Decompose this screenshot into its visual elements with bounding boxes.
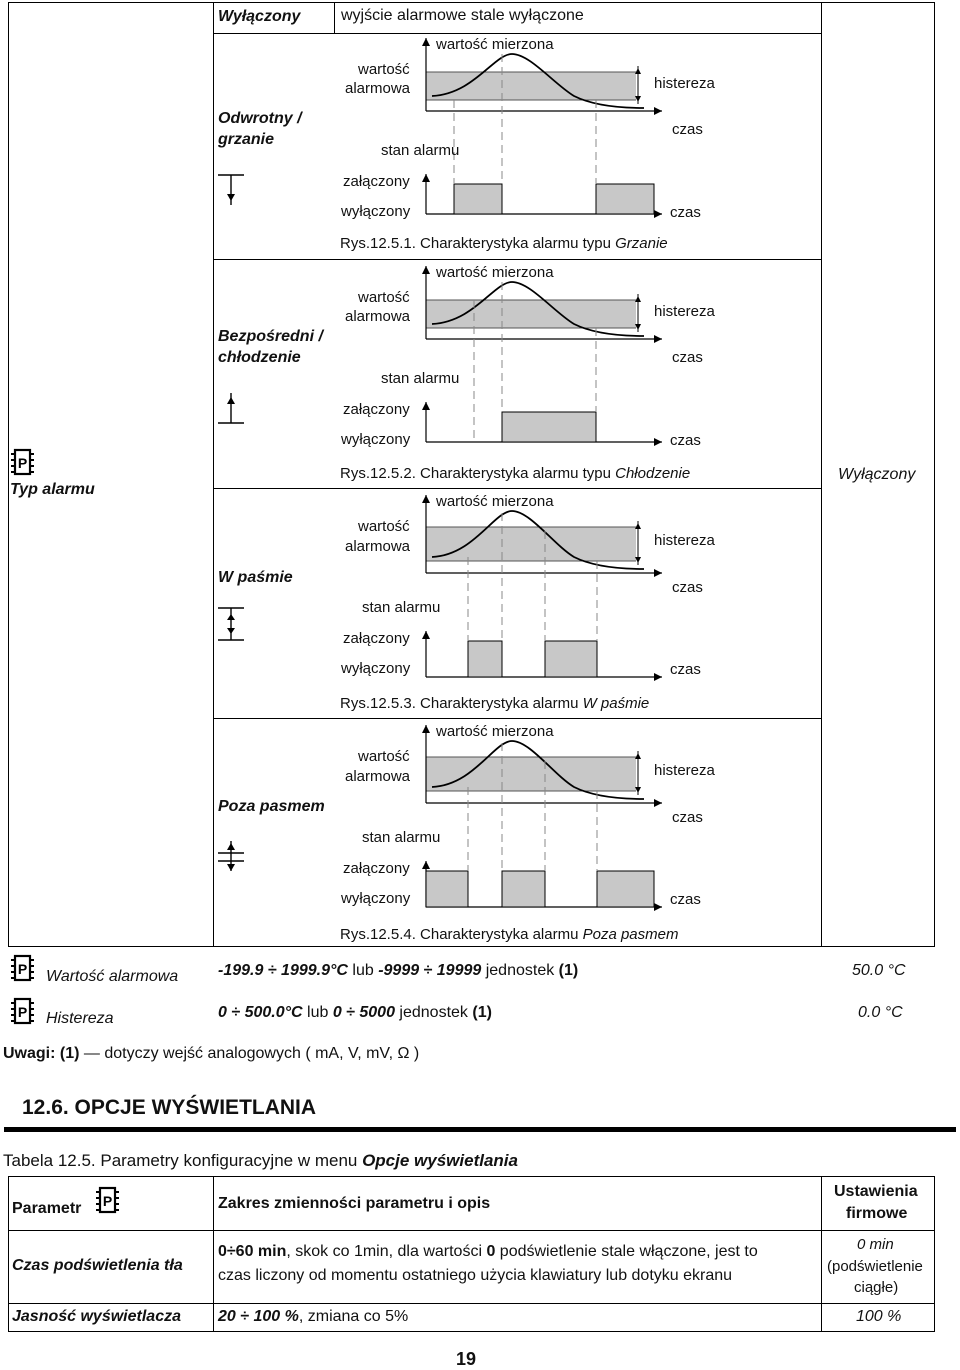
d3-caption-prefix: Rys.12.5.3. Charakterystyka alarmu xyxy=(340,695,583,712)
d1-caption-prefix: Rys.12.5.1. Charakterystyka alarmu typu xyxy=(340,235,616,252)
d4-hysteresis: histereza xyxy=(654,762,715,779)
table-header-range: Zakres zmienności parametru i opis xyxy=(218,1195,491,1212)
svg-text:P: P xyxy=(17,1004,28,1020)
page-number: 19 xyxy=(456,1349,477,1369)
notes xyxy=(3,1045,419,1063)
d3-time-top: czas xyxy=(672,579,703,596)
table-caption-prefix: Tabela 12.5. Parametry konfiguracyjne w menu xyxy=(3,1151,363,1170)
row-bezposredni-name-1: Bezpośredni / xyxy=(218,328,323,345)
d4-time-bottom: czas xyxy=(670,891,701,908)
d1-caption xyxy=(340,235,668,252)
d4-alarm-state: stan alarmu xyxy=(362,829,441,846)
heating-symbol-icon xyxy=(216,172,248,208)
param-hysteresis-note: (1) xyxy=(472,1004,492,1021)
d3-caption xyxy=(340,695,649,712)
table-caption-bold: Opcje wyświetlania xyxy=(362,1151,518,1170)
d4-alarm-value-2: alarmowa xyxy=(345,768,411,785)
section-rule xyxy=(4,1127,956,1132)
d3-on: załączony xyxy=(343,630,410,647)
param-hysteresis-range-rest: jednostek xyxy=(394,1004,473,1021)
d2-caption-italic: Chłodzenie xyxy=(615,465,691,482)
parameter-p-icon-alarm-value xyxy=(10,953,36,983)
row-brightness-desc-rest: , zmiana co 5% xyxy=(298,1308,409,1325)
d2-alarm-value-1: wartość xyxy=(358,289,410,306)
param-alarm-value-range-mid: lub xyxy=(347,962,379,979)
row-backlight-default-3: ciągłe) xyxy=(854,1279,899,1296)
param-hysteresis-range-a: 0 ÷ 500.0°C xyxy=(218,1004,303,1021)
default-typ-alarmu: Wyłączony xyxy=(838,466,916,483)
d1-time-top: czas xyxy=(672,121,703,138)
d4-off: wyłączony xyxy=(341,890,411,907)
param-alarm-value-range-b: -9999 ÷ 19999 xyxy=(378,962,482,979)
d4-on: załączony xyxy=(343,860,410,877)
param-alarm-value-note: (1) xyxy=(558,962,579,979)
d2-hysteresis: histereza xyxy=(654,303,715,320)
cooling-symbol-icon xyxy=(216,390,248,426)
d3-alarm-value-1: wartość xyxy=(358,518,410,535)
notes-text: — dotyczy wejść analogowych ( mA, V, mV, Ω ) xyxy=(79,1045,420,1062)
d3-alarm-state: stan alarmu xyxy=(362,599,441,616)
d1-time-bottom: czas xyxy=(670,204,701,221)
svg-text:P: P xyxy=(17,961,28,977)
row-backlight-desc-bold: 0÷60 min xyxy=(218,1243,287,1260)
row-backlight-desc-bold2: 0 xyxy=(486,1243,496,1260)
row-brightness-default: 100 % xyxy=(856,1308,902,1325)
param-hysteresis-range xyxy=(218,1004,492,1022)
d3-measured: wartość mierzona xyxy=(436,493,554,510)
d4-measured: wartość mierzona xyxy=(436,723,554,740)
d2-alarm-value-2: alarmowa xyxy=(345,308,411,325)
d2-caption xyxy=(340,465,690,482)
d1-hysteresis: histereza xyxy=(654,75,715,92)
row-backlight-desc-end: podświetlenie stale włączone, jest to xyxy=(495,1243,758,1260)
row-wylaczony-name: Wyłączony xyxy=(218,8,301,25)
d4-caption-italic: Poza pasmem xyxy=(582,926,679,943)
param-hysteresis-range-mid: lub xyxy=(302,1004,333,1021)
d3-alarm-value-2: alarmowa xyxy=(345,538,411,555)
band-symbol-icon xyxy=(216,605,248,643)
d1-alarm-value-1: wartość xyxy=(358,61,410,78)
param-alarm-value-range-a: -199.9 ÷ 1999.9°C xyxy=(218,962,348,979)
d1-alarm-state: stan alarmu xyxy=(381,142,460,159)
d2-alarm-state: stan alarmu xyxy=(381,370,460,387)
row-bezposredni-name-2: chłodzenie xyxy=(218,349,301,366)
row-brightness-desc xyxy=(218,1308,408,1326)
d1-off: wyłączony xyxy=(341,203,411,220)
section-title: 12.6. OPCJE WYŚWIETLANIA xyxy=(22,1096,317,1119)
d4-time-top: czas xyxy=(672,809,703,826)
row-backlight-default-1: 0 min xyxy=(857,1236,894,1253)
parameter-p-icon-header xyxy=(95,1185,121,1215)
d1-alarm-value-2: alarmowa xyxy=(345,80,411,97)
table-header-param: Parametr xyxy=(12,1200,82,1217)
param-alarm-value-range-rest: jednostek xyxy=(481,962,559,979)
row-odwrotny-name-2: grzanie xyxy=(218,131,275,148)
out-of-band-symbol-icon xyxy=(216,838,248,874)
row-backlight-default-2: (podświetlenie xyxy=(827,1258,923,1275)
d2-on: załączony xyxy=(343,401,410,418)
notes-label: Uwagi: (1) xyxy=(3,1045,80,1062)
parameter-p-icon-hysteresis xyxy=(10,996,36,1026)
row-wylaczony-desc: wyjście alarmowe stale wyłączone xyxy=(341,7,584,24)
param-typ-alarmu: Typ alarmu xyxy=(10,481,95,498)
d3-time-bottom: czas xyxy=(670,661,701,678)
param-alarm-value-default: 50.0 °C xyxy=(852,962,906,979)
svg-text:P: P xyxy=(17,455,28,471)
d4-caption-prefix: Rys.12.5.4. Charakterystyka alarmu xyxy=(340,926,583,943)
row-backlight-name: Czas podświetlenia tła xyxy=(12,1257,183,1274)
row-backlight-desc-rest: , skok co 1min, dla wartości xyxy=(286,1243,487,1260)
d3-caption-italic: W paśmie xyxy=(582,695,650,712)
row-poza-pasmem-name: Poza pasmem xyxy=(218,798,325,815)
d2-measured: wartość mierzona xyxy=(436,264,554,281)
row-brightness-desc-bold: 20 ÷ 100 % xyxy=(218,1308,299,1325)
svg-text:P: P xyxy=(102,1193,113,1209)
param-alarm-value-name: Wartość alarmowa xyxy=(46,968,179,985)
row-backlight-desc-1 xyxy=(218,1243,758,1261)
table-caption xyxy=(3,1151,518,1171)
param-hysteresis-default: 0.0 °C xyxy=(858,1004,903,1021)
d3-hysteresis: histereza xyxy=(654,532,715,549)
table-header-defaults-2: firmowe xyxy=(846,1205,908,1222)
param-hysteresis-range-b: 0 ÷ 5000 xyxy=(332,1004,395,1021)
parameter-p-icon xyxy=(10,447,36,477)
param-hysteresis-name: Histereza xyxy=(46,1010,114,1027)
row-w-pasmie-name: W paśmie xyxy=(218,569,293,586)
d1-measured: wartość mierzona xyxy=(436,36,554,53)
param-alarm-value-range xyxy=(218,962,578,980)
row-odwrotny-name-1: Odwrotny / xyxy=(218,110,302,127)
d2-off: wyłączony xyxy=(341,431,411,448)
d4-caption xyxy=(340,926,678,943)
d4-alarm-value-1: wartość xyxy=(358,748,410,765)
d3-off: wyłączony xyxy=(341,660,411,677)
d1-caption-italic: Grzanie xyxy=(615,235,668,252)
row-brightness-name: Jasność wyświetlacza xyxy=(12,1308,181,1325)
d2-time-top: czas xyxy=(672,349,703,366)
table-header-defaults-1: Ustawienia xyxy=(834,1183,918,1200)
d1-on: załączony xyxy=(343,173,410,190)
row-backlight-desc-2: czas liczony od momentu ostatniego użycia klawiatury lub dotyku ekranu xyxy=(218,1267,733,1284)
d2-caption-prefix: Rys.12.5.2. Charakterystyka alarmu typu xyxy=(340,465,616,482)
d2-time-bottom: czas xyxy=(670,432,701,449)
